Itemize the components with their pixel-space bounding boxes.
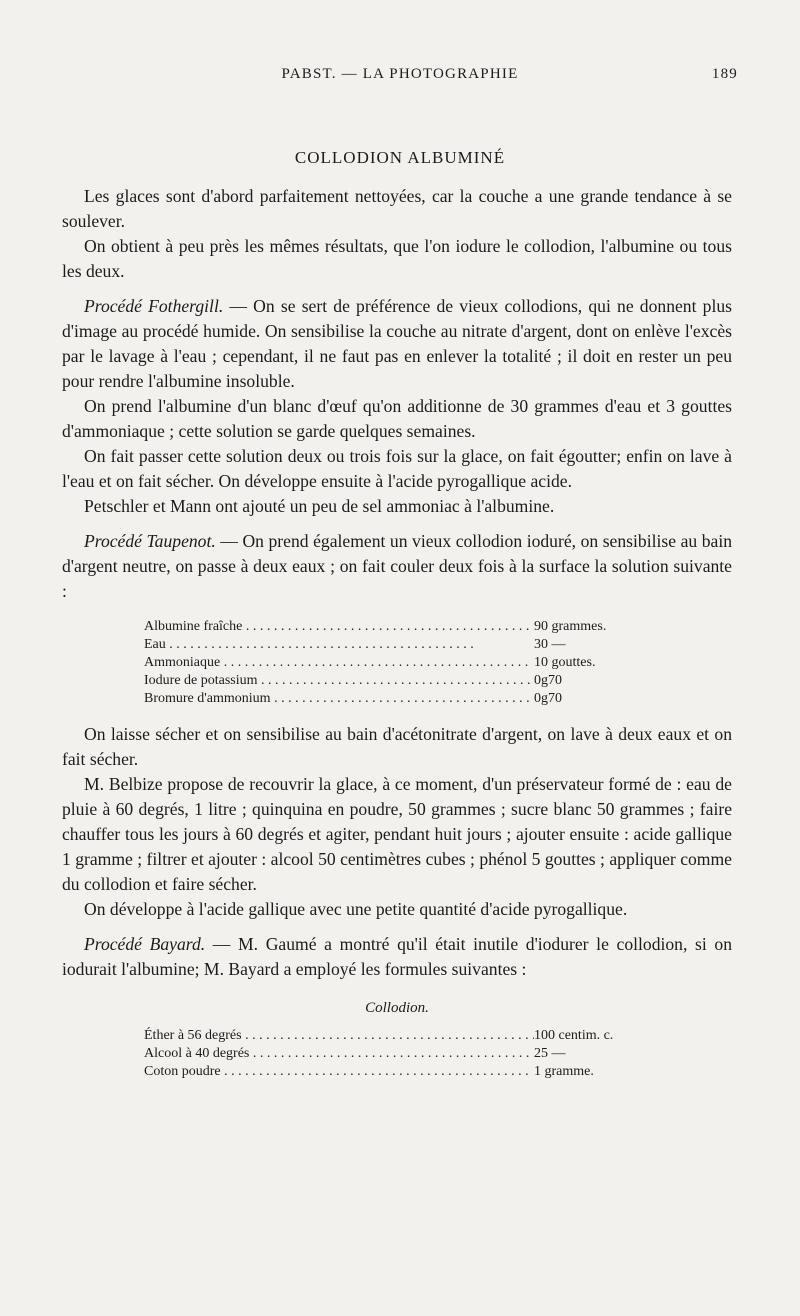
page-number: 189: [711, 66, 738, 82]
paragraph-text: — M. Gaumé a montré qu'il était inutile d'iodurer le collodion, si on iodurait l'albumine; M. Bayard a employé les formules suivantes :: [62, 934, 732, 979]
recipe-albumine: [144, 618, 644, 708]
recipe-qty: 30 —: [534, 637, 566, 652]
recipe-item: Albumine fraîche . . .: [144, 618, 534, 636]
recipe-row: [144, 690, 644, 708]
paragraph: On développe à l'acide gallique avec une petite quantité d'acide pyrogallique.: [84, 899, 628, 919]
recipe-qty: 100 centim. c.: [534, 1028, 614, 1043]
paragraph: On laisse sécher et on sensibilise au bain d'acétonitrate d'argent, on lave à deux eaux et on fait sécher.: [62, 724, 732, 769]
recipe-item: Bromure d'ammonium . . .: [144, 690, 534, 708]
recipe-row: [144, 672, 644, 690]
process-label: Procédé Bayard.: [84, 934, 206, 954]
process-label: Procédé Fothergill.: [84, 296, 224, 316]
recipe-qty: 0g70: [534, 691, 562, 706]
recipe-row: [144, 636, 644, 654]
running-title: PABST. — LA PHOTOGRAPHIE: [281, 66, 519, 82]
recipe-qty: 90 grammes.: [534, 619, 607, 634]
paragraph: [62, 529, 732, 604]
recipe-item: Coton poudre . . .: [144, 1063, 534, 1081]
recipe-row: [144, 1027, 644, 1045]
paragraph: Les glaces sont d'abord parfaitement nettoyées, car la couche a une grande tendance à se soulever.: [62, 186, 732, 231]
paragraph: [62, 294, 732, 394]
recipe-item: Ammoniaque . . .: [144, 654, 534, 672]
paragraph: Petschler et Mann ont ajouté un peu de sel ammoniac à l'albumine.: [84, 496, 555, 516]
recipe-row: [144, 1063, 644, 1081]
paragraph: [62, 932, 732, 982]
recipe-item: Éther à 56 degrés . . .: [144, 1027, 534, 1045]
recipe-collodion: [144, 1027, 644, 1081]
paragraph-text: — On prend également un vieux collodion ioduré, on sensibilise au bain d'argent neutre, on passe à deux eaux ; on fait couler deux fois à la surface la solution suivante :: [62, 531, 733, 601]
paragraph: M. Belbize propose de recouvrir la glace, à ce moment, d'un préservateur formé de : eau de pluie à 60 degrés, 1 litre ; quinquina en poudre, 50 grammes ; sucre blanc 50 grammes ; faire chauffer tous les jours à 60 degrés et agiter, pendant huit jours ; ajouter ensuite : acide gallique 1 gramme ; filtrer et ajouter : alcool 50 centimètres cubes ; phénol 5 gouttes ; appliquer comme du collodion et faire sécher.: [62, 774, 732, 894]
recipe-row: [144, 654, 644, 672]
recipe-row: [144, 1045, 644, 1063]
recipe-qty: 25 —: [534, 1046, 566, 1061]
recipe-subtitle: Collodion.: [365, 1000, 429, 1016]
process-label: Procédé Taupenot.: [84, 531, 216, 551]
paragraph-text: — On se sert de préférence de vieux collodions, qui ne donnent plus d'image au procédé humide. On sensibilise la couche au nitrate d'argent, dont on enlève l'excès par le lavage à l'eau ; cependant, il ne faut pas en enlever la totalité ; il doit en rester un peu pour rendre l'albumine insoluble.: [62, 296, 732, 391]
recipe-item: Eau . . .: [144, 636, 534, 654]
recipe-qty: 10 gouttes.: [534, 655, 596, 670]
section-title: COLLODION ALBUMINÉ: [294, 148, 506, 167]
paragraph: On fait passer cette solution deux ou trois fois sur la glace, on fait égoutter; enfin on lave à l'eau et on fait sécher. On développe ensuite à l'acide pyrogallique acide.: [62, 446, 732, 491]
paragraph: On obtient à peu près les mêmes résultats, que l'on iodure le collodion, l'albumine ou tous les deux.: [62, 236, 732, 281]
paragraph: On prend l'albumine d'un blanc d'œuf qu'on additionne de 30 grammes d'eau et 3 gouttes d'ammoniaque ; cette solution se garde quelques semaines.: [62, 396, 732, 441]
recipe-row: [144, 618, 644, 636]
page-header: [62, 66, 738, 90]
recipe-qty: 0g70: [534, 673, 562, 688]
recipe-item: Alcool à 40 degrés . . .: [144, 1045, 534, 1063]
recipe-item: Iodure de potassium . . .: [144, 672, 534, 690]
body-text: [62, 184, 732, 1095]
recipe-qty: 1 gramme.: [534, 1064, 594, 1079]
